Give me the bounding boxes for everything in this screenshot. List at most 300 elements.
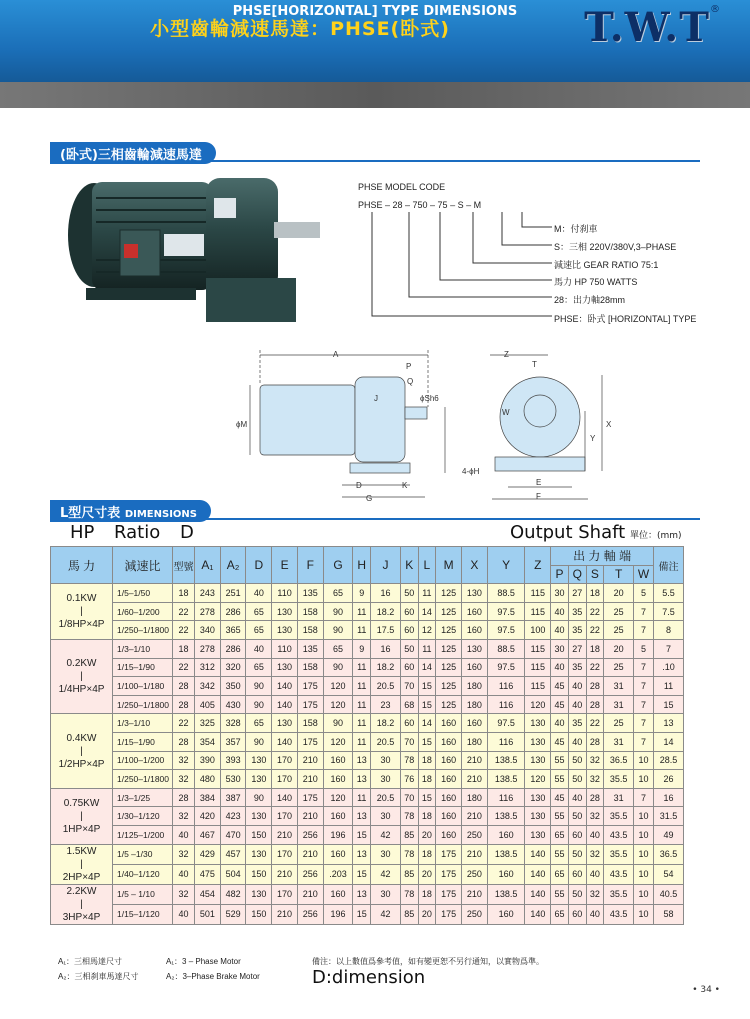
- table-row: [51, 658, 684, 677]
- value-cell: 18: [173, 584, 195, 603]
- value-cell: 16: [371, 639, 401, 658]
- value-cell: 160: [461, 658, 487, 677]
- th-p: P: [551, 565, 569, 584]
- value-cell: 116: [487, 732, 525, 751]
- value-cell: 55: [551, 844, 569, 864]
- value-cell: 530: [220, 770, 246, 789]
- value-cell: 504: [220, 864, 246, 884]
- value-cell: 45: [551, 788, 569, 807]
- value-cell: 50: [400, 639, 418, 658]
- value-cell: 210: [461, 884, 487, 904]
- value-cell: 320: [220, 658, 246, 677]
- value-cell: .203: [323, 864, 353, 884]
- value-cell: 130: [246, 844, 272, 864]
- th-e: E: [272, 547, 298, 584]
- value-cell: .10: [654, 658, 684, 677]
- table-row: [51, 844, 684, 864]
- value-cell: 10: [634, 864, 654, 884]
- value-cell: 13: [654, 714, 684, 733]
- value-cell: 11: [353, 695, 371, 714]
- value-cell: 35: [568, 658, 586, 677]
- value-cell: 40: [586, 904, 604, 924]
- value-cell: 286: [220, 602, 246, 621]
- value-cell: 65: [551, 904, 569, 924]
- th-f: F: [297, 547, 323, 584]
- table-row: [51, 884, 684, 904]
- value-cell: 160: [461, 714, 487, 733]
- value-cell: 160: [323, 844, 353, 864]
- value-cell: 65: [246, 621, 272, 640]
- value-cell: 25: [604, 658, 634, 677]
- value-cell: 115: [525, 584, 551, 603]
- value-cell: 97.5: [487, 602, 525, 621]
- value-cell: 60: [400, 602, 418, 621]
- value-cell: 210: [297, 770, 323, 789]
- value-cell: 5.5: [654, 584, 684, 603]
- value-cell: 11: [418, 639, 436, 658]
- value-cell: 130: [246, 884, 272, 904]
- value-cell: 482: [220, 884, 246, 904]
- value-cell: 120: [323, 695, 353, 714]
- value-cell: 18.2: [371, 602, 401, 621]
- value-cell: 10: [634, 770, 654, 789]
- th-j: J: [371, 547, 401, 584]
- value-cell: 28.5: [654, 751, 684, 770]
- value-cell: 196: [323, 825, 353, 844]
- hp-line: |: [80, 810, 83, 822]
- value-cell: 18: [418, 884, 436, 904]
- value-cell: 100: [525, 621, 551, 640]
- value-cell: 125: [436, 639, 462, 658]
- value-cell: 90: [323, 714, 353, 733]
- value-cell: 42: [371, 904, 401, 924]
- value-cell: 50: [568, 884, 586, 904]
- value-cell: 170: [272, 807, 298, 826]
- value-cell: 160: [436, 788, 462, 807]
- value-cell: 130: [246, 770, 272, 789]
- value-cell: 88.5: [487, 639, 525, 658]
- value-cell: 23: [371, 695, 401, 714]
- value-cell: 125: [436, 602, 462, 621]
- value-cell: 13: [353, 844, 371, 864]
- value-cell: 60: [400, 714, 418, 733]
- value-cell: 60: [400, 658, 418, 677]
- value-cell: 11: [353, 621, 371, 640]
- value-cell: 50: [400, 584, 418, 603]
- value-cell: 55: [551, 770, 569, 789]
- hp-cell: [51, 714, 113, 788]
- value-cell: 11: [353, 788, 371, 807]
- value-cell: 138.5: [487, 770, 525, 789]
- value-cell: 5: [634, 584, 654, 603]
- hp-line: 0.2KW: [66, 658, 97, 670]
- hp-line: 0.75KW: [63, 797, 100, 809]
- value-cell: 78: [400, 751, 418, 770]
- value-cell: 40: [568, 788, 586, 807]
- table-row: [51, 714, 684, 733]
- hp-line: 0.4KW: [66, 732, 97, 744]
- value-cell: 7: [634, 677, 654, 696]
- value-cell: 15: [654, 695, 684, 714]
- value-cell: 250: [461, 864, 487, 884]
- value-cell: 18.2: [371, 658, 401, 677]
- value-cell: 65: [551, 864, 569, 884]
- th-y: Y: [487, 547, 525, 584]
- value-cell: 480: [195, 770, 221, 789]
- value-cell: 158: [297, 602, 323, 621]
- value-cell: 35: [568, 602, 586, 621]
- value-cell: 140: [525, 864, 551, 884]
- value-cell: 15: [353, 864, 371, 884]
- value-cell: 160: [436, 732, 462, 751]
- dim-label-x: X: [606, 420, 612, 429]
- value-cell: 50: [568, 844, 586, 864]
- dim-label-q: Q: [407, 377, 414, 386]
- value-cell: 40: [173, 864, 195, 884]
- value-cell: 7: [634, 602, 654, 621]
- value-cell: 130: [246, 751, 272, 770]
- value-cell: 130: [272, 714, 298, 733]
- value-cell: 180: [461, 788, 487, 807]
- page-title: 小型齒輪減速馬達：PHSE(卧式): [150, 18, 450, 40]
- value-cell: 65: [551, 825, 569, 844]
- th-d: D: [246, 547, 272, 584]
- value-cell: 393: [220, 751, 246, 770]
- ratio-cell: 1/250–1/1800: [113, 695, 173, 714]
- value-cell: 28: [173, 788, 195, 807]
- value-cell: 210: [297, 751, 323, 770]
- footnote-a2-cn: A₂：三相刹車馬達尺寸: [58, 972, 139, 981]
- value-cell: 15: [418, 788, 436, 807]
- value-cell: 160: [323, 807, 353, 826]
- th-s: S: [586, 565, 604, 584]
- value-cell: 45: [551, 695, 569, 714]
- value-cell: 140: [272, 695, 298, 714]
- value-cell: 22: [586, 658, 604, 677]
- value-cell: 26: [654, 770, 684, 789]
- value-cell: 160: [323, 751, 353, 770]
- value-cell: 210: [272, 825, 298, 844]
- value-cell: 10: [634, 825, 654, 844]
- value-cell: 140: [525, 904, 551, 924]
- table-row: [51, 732, 684, 751]
- value-cell: 32: [586, 844, 604, 864]
- value-cell: 30: [371, 807, 401, 826]
- value-cell: 180: [461, 732, 487, 751]
- th-g: G: [323, 547, 353, 584]
- value-cell: 529: [220, 904, 246, 924]
- value-cell: 70: [400, 677, 418, 696]
- overlay-ratio: Ratio: [114, 522, 161, 543]
- value-cell: 160: [487, 825, 525, 844]
- value-cell: 90: [246, 732, 272, 751]
- value-cell: 130: [461, 639, 487, 658]
- value-cell: 210: [297, 884, 323, 904]
- value-cell: 256: [297, 864, 323, 884]
- value-cell: 175: [297, 695, 323, 714]
- th-remarks: 備注: [654, 547, 684, 584]
- value-cell: 430: [220, 695, 246, 714]
- value-cell: 45: [551, 732, 569, 751]
- value-cell: 40.5: [654, 884, 684, 904]
- hp-line: 3HP×4P: [62, 911, 101, 923]
- value-cell: 160: [323, 770, 353, 789]
- dim-label-k: K: [402, 481, 408, 490]
- th-h: H: [353, 547, 371, 584]
- value-cell: 250: [461, 825, 487, 844]
- value-cell: 210: [297, 844, 323, 864]
- value-cell: 90: [246, 677, 272, 696]
- dim-label-m: ϕM: [236, 420, 248, 429]
- value-cell: 7: [634, 695, 654, 714]
- value-cell: 5: [634, 639, 654, 658]
- value-cell: 175: [297, 732, 323, 751]
- ratio-cell: 1/3–1/25: [113, 788, 173, 807]
- overlay-d: D: [180, 522, 194, 543]
- value-cell: 328: [220, 714, 246, 733]
- ratio-cell: 1/15–1/90: [113, 658, 173, 677]
- code-item-shaft: 28：出力軸28mm: [554, 295, 626, 305]
- value-cell: 22: [173, 602, 195, 621]
- ratio-cell: 1/5–1/50: [113, 584, 173, 603]
- code-item-m: M：付刹車: [554, 224, 598, 234]
- hp-cell: [51, 639, 113, 713]
- ratio-cell: 1/3–1/10: [113, 639, 173, 658]
- value-cell: 210: [461, 751, 487, 770]
- value-cell: 28: [173, 732, 195, 751]
- value-cell: 25: [604, 621, 634, 640]
- value-cell: 467: [195, 825, 221, 844]
- value-cell: 22: [586, 714, 604, 733]
- section-tag-motor: (卧式)三相齒輪減速馬達: [50, 142, 216, 164]
- value-cell: 354: [195, 732, 221, 751]
- value-cell: 35.5: [604, 807, 634, 826]
- hp-line: 0.1KW: [66, 593, 97, 605]
- value-cell: 158: [297, 658, 323, 677]
- value-cell: 420: [195, 807, 221, 826]
- tag-en: DIMENSIONS: [124, 509, 197, 520]
- ratio-cell: 1/100–1/180: [113, 677, 173, 696]
- hp-line: |: [80, 671, 83, 683]
- value-cell: 35: [568, 714, 586, 733]
- value-cell: 27: [568, 584, 586, 603]
- value-cell: 7: [634, 621, 654, 640]
- value-cell: 30: [551, 584, 569, 603]
- value-cell: 40: [173, 825, 195, 844]
- value-cell: 40: [551, 658, 569, 677]
- value-cell: 97.5: [487, 658, 525, 677]
- value-cell: 160: [436, 714, 462, 733]
- value-cell: 10: [634, 904, 654, 924]
- value-cell: 40: [173, 904, 195, 924]
- value-cell: 14: [654, 732, 684, 751]
- value-cell: 160: [436, 770, 462, 789]
- dim-label-y: Y: [590, 434, 596, 443]
- value-cell: 9: [353, 639, 371, 658]
- value-cell: 125: [436, 695, 462, 714]
- ratio-cell: 1/125–1/200: [113, 825, 173, 844]
- value-cell: 256: [297, 904, 323, 924]
- value-cell: 58: [654, 904, 684, 924]
- value-cell: 10: [634, 751, 654, 770]
- value-cell: 12: [418, 621, 436, 640]
- value-cell: 35.5: [604, 844, 634, 864]
- hp-line: |: [80, 898, 83, 910]
- value-cell: 160: [487, 864, 525, 884]
- value-cell: 7: [634, 788, 654, 807]
- value-cell: 423: [220, 807, 246, 826]
- value-cell: 35.5: [604, 770, 634, 789]
- dim-label-t: T: [532, 360, 537, 369]
- value-cell: 130: [246, 807, 272, 826]
- value-cell: 15: [418, 732, 436, 751]
- value-cell: 7: [654, 639, 684, 658]
- value-cell: 16: [654, 788, 684, 807]
- value-cell: 110: [272, 639, 298, 658]
- value-cell: 90: [323, 621, 353, 640]
- value-cell: 130: [525, 807, 551, 826]
- dim-label-p: P: [406, 362, 412, 371]
- value-cell: 11: [353, 602, 371, 621]
- value-cell: 28: [173, 677, 195, 696]
- dim-label-e: E: [536, 478, 542, 487]
- dim-label-a: A: [333, 350, 339, 359]
- value-cell: 312: [195, 658, 221, 677]
- th-z: Z: [525, 547, 551, 584]
- table-row: [51, 825, 684, 844]
- value-cell: 138.5: [487, 807, 525, 826]
- ratio-cell: 1/15–1/90: [113, 732, 173, 751]
- hp-line: 2.2KW: [66, 885, 97, 897]
- value-cell: 55: [551, 807, 569, 826]
- ratio-cell: 1/30–1/120: [113, 807, 173, 826]
- value-cell: 150: [246, 825, 272, 844]
- value-cell: 14: [418, 714, 436, 733]
- value-cell: 70: [400, 788, 418, 807]
- value-cell: 60: [568, 864, 586, 884]
- value-cell: 65: [246, 658, 272, 677]
- value-cell: 36.5: [604, 751, 634, 770]
- subtitle-bar: [0, 82, 750, 108]
- value-cell: 60: [568, 825, 586, 844]
- tag-cn: L型尺寸表: [60, 506, 121, 521]
- value-cell: 130: [272, 658, 298, 677]
- hp-line: 1/8HP×4P: [58, 619, 105, 631]
- value-cell: 97.5: [487, 621, 525, 640]
- value-cell: 175: [436, 864, 462, 884]
- table-body: [51, 584, 684, 924]
- hp-line: 2HP×4P: [62, 871, 101, 883]
- value-cell: 40: [551, 621, 569, 640]
- value-cell: 16: [371, 584, 401, 603]
- value-cell: 30: [371, 884, 401, 904]
- value-cell: 210: [272, 864, 298, 884]
- value-cell: 78: [400, 884, 418, 904]
- value-cell: 55: [551, 884, 569, 904]
- value-cell: 15: [353, 825, 371, 844]
- value-cell: 365: [220, 621, 246, 640]
- value-cell: 120: [323, 788, 353, 807]
- value-cell: 175: [297, 788, 323, 807]
- hp-line: |: [80, 745, 83, 757]
- value-cell: 70: [400, 732, 418, 751]
- value-cell: 175: [297, 677, 323, 696]
- value-cell: 65: [323, 584, 353, 603]
- value-cell: 32: [173, 807, 195, 826]
- value-cell: 50: [568, 770, 586, 789]
- value-cell: 65: [323, 639, 353, 658]
- value-cell: 7: [634, 732, 654, 751]
- value-cell: 160: [461, 621, 487, 640]
- ratio-cell: 1/15–1/120: [113, 904, 173, 924]
- th-output-shaft: 出 力 軸 端: [551, 547, 654, 566]
- dim-label-f: F: [536, 492, 541, 501]
- value-cell: 501: [195, 904, 221, 924]
- value-cell: 78: [400, 844, 418, 864]
- value-cell: 130: [525, 714, 551, 733]
- value-cell: 210: [461, 844, 487, 864]
- dim-label-shaft: ϕSh6: [420, 394, 439, 403]
- dimension-drawing: [230, 345, 660, 515]
- value-cell: 88.5: [487, 584, 525, 603]
- value-cell: 160: [487, 904, 525, 924]
- value-cell: 11: [353, 732, 371, 751]
- value-cell: 115: [525, 658, 551, 677]
- value-cell: 20: [604, 584, 634, 603]
- overlay-dimension: D:dimension: [312, 967, 426, 988]
- value-cell: 20.5: [371, 677, 401, 696]
- twt-logo: T.W.T: [584, 4, 710, 51]
- hp-line: |: [80, 858, 83, 870]
- value-cell: 7: [634, 714, 654, 733]
- value-cell: 18: [586, 584, 604, 603]
- overlay-output-shaft: Output Shaft: [510, 522, 626, 543]
- value-cell: 125: [436, 584, 462, 603]
- value-cell: 18: [586, 639, 604, 658]
- value-cell: 116: [487, 677, 525, 696]
- table-row: [51, 751, 684, 770]
- value-cell: 475: [195, 864, 221, 884]
- dim-label-j: J: [374, 394, 378, 403]
- th-model: 型號: [173, 547, 195, 584]
- value-cell: 76: [400, 770, 418, 789]
- value-cell: 32: [173, 751, 195, 770]
- value-cell: 22: [586, 602, 604, 621]
- value-cell: 125: [436, 658, 462, 677]
- value-cell: 135: [297, 639, 323, 658]
- value-cell: 130: [525, 732, 551, 751]
- value-cell: 18: [418, 844, 436, 864]
- hp-line: 1/2HP×4P: [58, 758, 105, 770]
- unit-label: 單位：(mm): [630, 531, 682, 541]
- value-cell: 405: [195, 695, 221, 714]
- value-cell: 27: [568, 639, 586, 658]
- value-cell: 150: [246, 864, 272, 884]
- value-cell: 256: [297, 825, 323, 844]
- value-cell: 7: [634, 658, 654, 677]
- footnote-a1-cn: A₁：三相馬達尺寸: [58, 957, 123, 966]
- value-cell: 90: [323, 658, 353, 677]
- value-cell: 25: [604, 602, 634, 621]
- value-cell: 55: [551, 751, 569, 770]
- value-cell: 13: [353, 751, 371, 770]
- value-cell: 243: [195, 584, 221, 603]
- value-cell: 85: [400, 864, 418, 884]
- value-cell: 120: [525, 770, 551, 789]
- value-cell: 11: [654, 677, 684, 696]
- value-cell: 115: [525, 677, 551, 696]
- value-cell: 30: [371, 770, 401, 789]
